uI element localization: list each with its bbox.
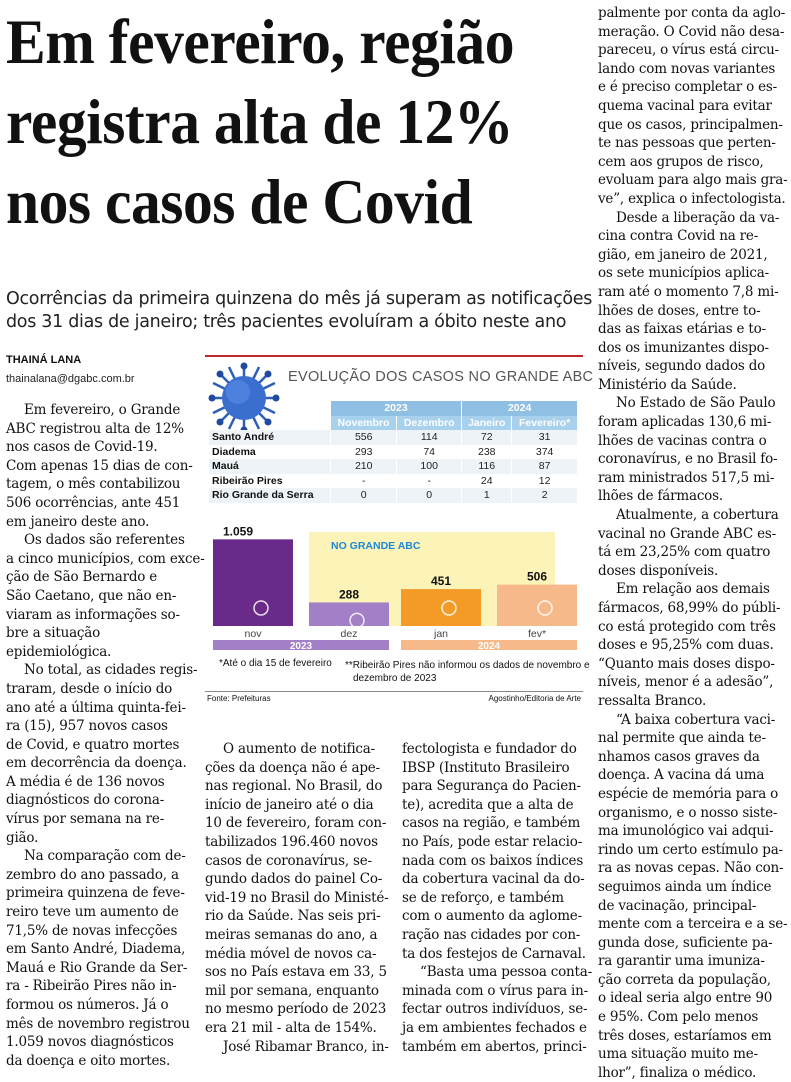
text-line: era 21 mil - alta de 154%.	[205, 1019, 377, 1036]
text-line: uma situação muito me-	[598, 1046, 758, 1063]
case-count: 210	[331, 459, 397, 474]
text-line: tabilizados 196.460 novos	[205, 833, 378, 850]
text-line: 10 de fevereiro, foram con-	[205, 815, 387, 832]
month-header: Novembro	[331, 416, 397, 431]
paragraph	[598, 4, 790, 209]
text-line: No Estado de São Paulo	[616, 395, 776, 412]
text-line: co está protegido com três	[598, 618, 776, 635]
text-line: “A baixa cobertura vaci-	[616, 711, 776, 728]
text-line: nas regional. No Brasil, do	[205, 778, 383, 795]
art-credit: Agostinho/Editoria de Arte	[488, 694, 581, 703]
paragraph	[205, 740, 395, 1038]
text-line: palmente por conta da aglo-	[598, 5, 786, 21]
text-line: 506 ocorrências, ante 451	[6, 494, 181, 511]
case-count: 74	[397, 445, 462, 460]
text-line: diagnósticos do corona-	[6, 792, 165, 809]
text-line: gundo dados do painel Co-	[205, 871, 383, 888]
text-line: ja em ambientes fechados e	[402, 1019, 587, 1036]
text-line: cina contra Covid na re-	[598, 228, 759, 245]
text-line: e 95%. Com pelo menos	[598, 1009, 759, 1026]
case-count: 72	[462, 430, 512, 445]
text-line: lhões de doses, entre to-	[598, 302, 761, 319]
text-line: meração. O Covid não desa-	[598, 23, 785, 40]
text-line: no mesmo período de 2023	[205, 1001, 387, 1018]
case-count: 12	[512, 474, 577, 489]
chart-title: NO GRANDE ABC	[331, 540, 421, 552]
subheadline-line: dos 31 dias de janeiro; três pacientes evoluíram a óbito neste ano	[6, 312, 567, 332]
case-count: 1	[462, 488, 512, 503]
table-row	[209, 488, 577, 503]
table-row	[209, 474, 577, 489]
table-row	[209, 459, 577, 474]
text-line: José Ribamar Branco, in-	[223, 1038, 389, 1055]
paragraph	[6, 401, 196, 531]
text-line: doses disponíveis.	[598, 562, 719, 579]
bar-value-label: 288	[339, 587, 360, 602]
paragraph	[402, 963, 592, 1056]
text-line: seguimos ainda um índice	[598, 878, 772, 895]
text-line: 71,5% de novas infecções	[6, 922, 178, 939]
text-line: no País, pode estar relacio-	[402, 833, 583, 850]
text-line: média móvel de novos ca-	[205, 945, 377, 962]
headline-line: nos casos de Covid	[6, 166, 473, 237]
table-row	[209, 430, 577, 445]
case-count: 87	[512, 459, 577, 474]
text-line: tá em 23,25% com quatro	[598, 544, 771, 561]
text-line: reiro teve um aumento de	[6, 904, 179, 921]
text-line: três doses, estaríamos em	[598, 1027, 772, 1044]
text-line: traram, desde o início do	[6, 680, 173, 697]
paragraph	[598, 506, 790, 580]
paragraph	[598, 580, 790, 710]
text-line: dos os imunizantes dispo-	[598, 339, 769, 356]
headline-line: Em fevereiro, região	[6, 6, 515, 77]
text-line: primeira quinzena de feve-	[6, 885, 185, 902]
text-line: lhões de vacinas contra o	[598, 432, 767, 449]
text-line: “Basta uma pessoa conta-	[420, 964, 592, 981]
text-line: se de reforço, e também	[402, 889, 564, 906]
case-count: 2	[512, 488, 577, 503]
text-line: Ministério da Saúde.	[598, 376, 737, 393]
table-row	[209, 445, 577, 460]
infographic	[205, 355, 594, 707]
body-column-3	[402, 740, 592, 1056]
text-line: doença. A vacina dá uma	[598, 767, 765, 784]
body-column-4	[598, 4, 790, 1082]
text-line: gião, em janeiro de 2021,	[598, 246, 768, 263]
footnote: **Ribeirão Pires não informou os dados de novembro e	[345, 660, 590, 671]
city-name: Mauá	[209, 459, 331, 474]
month-header: Dezembro	[397, 416, 462, 431]
text-line: ta dos festejos de Carnaval.	[402, 945, 586, 962]
text-line: da doença e oito mortes.	[6, 1052, 171, 1069]
text-line: Mauá e Rio Grande da Ser-	[6, 959, 188, 976]
text-line: ABC registrou alta de 12%	[6, 420, 184, 437]
category-label: nov	[244, 628, 262, 640]
text-line: em Santo André, Diadema,	[6, 941, 186, 958]
bar-nov	[213, 539, 293, 626]
subheadline	[6, 288, 593, 334]
text-line: gião.	[6, 829, 39, 846]
text-line: para Segurança do Pacien-	[402, 778, 581, 795]
text-line: mil por semana, enquanto	[205, 982, 379, 999]
text-line: em decorrência da doença.	[6, 755, 187, 772]
cases-table	[209, 401, 577, 503]
city-name: Rio Grande da Serra	[209, 488, 331, 503]
text-line: IBSP (Instituto Brasileiro	[402, 759, 570, 776]
month-header: Fevereiro*	[512, 416, 577, 431]
bar-value-label: 1.059	[223, 524, 254, 539]
case-count: 116	[462, 459, 512, 474]
text-line: cem aos grupos de risco,	[598, 153, 764, 170]
text-line: ra (15), 957 novos casos	[6, 718, 168, 735]
text-line: fectologista e fundador do	[402, 741, 577, 757]
text-line: tagem, o mês contabilizou	[6, 476, 181, 493]
text-line: ano até a última quinta-fei-	[6, 699, 186, 716]
text-line: meiras semanas do ano, a	[205, 926, 378, 943]
text-line: te), acredita que a alta de	[402, 796, 574, 813]
text-line: coronavírus, e no Brasil fo-	[598, 451, 778, 468]
text-line: espécie de memória para o	[598, 785, 779, 802]
text-line: fectar outros indivíduos, se-	[402, 1001, 588, 1018]
case-count: 24	[462, 474, 512, 489]
case-count: -	[397, 474, 462, 489]
text-line: ram até o momento 7,8 mi-	[598, 283, 779, 300]
city-name: Santo André	[209, 430, 331, 445]
year-band-label: 2024	[477, 641, 501, 652]
case-count: 0	[331, 488, 397, 503]
paragraph	[6, 847, 196, 1070]
author-email[interactable]: thainalana@dgabc.com.br	[6, 373, 135, 385]
text-line: Atualmente, a cobertura	[616, 507, 779, 524]
source-credit: Fonte: Prefeituras	[207, 694, 271, 703]
text-line: rio da Saúde. Nas seis pri-	[205, 908, 381, 925]
case-count: 374	[512, 445, 577, 460]
year-header: 2023	[331, 401, 462, 416]
text-line: ra as novas cepas. Não con-	[598, 860, 784, 877]
case-count: 556	[331, 430, 397, 445]
case-count: 238	[462, 445, 512, 460]
text-line: das as faixas etárias e to-	[598, 321, 766, 338]
text-line: minada com o vírus para in-	[402, 982, 589, 999]
text-line: Em fevereiro, o Grande	[24, 402, 181, 418]
text-line: início de janeiro até o dia	[205, 796, 374, 813]
text-line: vacinal no Grande ABC es-	[598, 525, 776, 542]
text-line: níveis, segundo dados do	[598, 358, 766, 375]
case-count: 100	[397, 459, 462, 474]
footnote: dezembro de 2023	[353, 673, 437, 684]
text-line: ra - Ribeirão Pires não in-	[6, 978, 177, 995]
text-line: ressalta Branco.	[598, 692, 707, 709]
paragraph	[6, 661, 196, 847]
category-label: jan	[433, 628, 449, 640]
text-line: sos no País estava em 33, 5	[205, 964, 387, 981]
text-line: pareceu, o vírus está circu-	[598, 42, 779, 59]
text-line: ção de São Bernardo e	[6, 569, 158, 586]
text-line: casos de coronavírus, se-	[205, 852, 372, 869]
text-line: Os dados são referentes	[24, 532, 185, 549]
text-line: lhor”, finaliza o médico.	[598, 1064, 757, 1081]
year-band-label: 2023	[289, 641, 313, 652]
text-line: níveis, menor é a adesão”,	[598, 674, 774, 691]
month-header: Janeiro	[462, 416, 512, 431]
text-line: os sete municípios aplica-	[598, 265, 769, 282]
text-line: nada com os baixos índices	[402, 852, 584, 869]
text-line: casos na região, e também	[402, 815, 581, 832]
case-count: 0	[397, 488, 462, 503]
category-label: dez	[340, 628, 358, 640]
bar-dez	[309, 602, 389, 626]
paragraph	[205, 1038, 395, 1057]
text-line: ma imunológico vai adqui-	[598, 823, 774, 840]
infographic-title: EVOLUÇÃO DOS CASOS NO GRANDE ABC	[288, 369, 594, 385]
footnote: *Até o dia 15 de fevereiro	[219, 658, 332, 669]
text-line: rindo um certo estímulo pa-	[598, 841, 783, 858]
text-line: Na comparação com de-	[24, 848, 186, 865]
bar-jan	[401, 589, 481, 626]
case-count: 293	[331, 445, 397, 460]
text-line: em janeiro deste ano.	[6, 513, 150, 530]
paragraph	[6, 531, 205, 661]
category-label: fev*	[527, 628, 547, 640]
text-line: ra garantir uma imuniza-	[598, 953, 765, 970]
case-count: -	[331, 474, 397, 489]
text-line: A média é de 136 novos	[6, 773, 165, 790]
headline	[6, 2, 551, 242]
headline-line: registra alta de 12%	[6, 86, 513, 157]
text-line: O aumento de notifica-	[223, 741, 376, 757]
text-line: bre a situação	[6, 625, 101, 642]
bar-fev	[497, 585, 577, 626]
text-line: ração nas cidades por con-	[402, 926, 581, 943]
text-line: que os casos, principalmen-	[598, 116, 783, 133]
bar-value-label: 451	[431, 574, 452, 589]
text-line: nal permite que ainda te-	[598, 730, 766, 747]
text-line: ram ministrados 517,5 mi-	[598, 469, 775, 486]
case-count: 31	[512, 430, 577, 445]
text-line: No total, as cidades regis-	[24, 662, 198, 679]
text-line: doses e 95,25% com duas.	[598, 637, 774, 654]
text-line: Em relação aos demais	[616, 581, 770, 598]
text-line: ção correta da população,	[598, 971, 771, 988]
text-line: nos casos de Covid-19.	[6, 439, 158, 456]
city-name: Diadema	[209, 445, 331, 460]
text-line: de vacinação, principal-	[598, 897, 757, 914]
text-line: ve”, explica o infectologista.	[598, 190, 786, 207]
text-line: nhamos casos graves da	[598, 748, 760, 765]
text-line: epidemiológica.	[6, 643, 112, 660]
paragraph	[402, 740, 592, 963]
text-line: foram aplicadas 130,6 mi-	[598, 414, 772, 431]
text-line: te nas pessoas que perten-	[598, 135, 776, 152]
text-line: Com apenas 15 dias de con-	[6, 457, 193, 474]
body-column-1	[6, 401, 205, 1070]
text-line: vid-19 no Brasil do Ministé-	[205, 889, 389, 906]
body-column-2	[205, 740, 395, 1056]
text-line: e é preciso completar o es-	[598, 79, 778, 96]
text-line: mente com a terceira e a se-	[598, 916, 788, 933]
text-line: Desde a liberação da va-	[616, 209, 780, 226]
text-line: evoluam para algo mais gra-	[598, 172, 788, 189]
text-line: da cobertura vacinal da do-	[402, 871, 585, 888]
footer-rule	[205, 691, 583, 692]
paragraph	[598, 711, 790, 1082]
author-name: THAINÁ LANA	[6, 354, 82, 366]
city-name: Ribeirão Pires	[209, 474, 331, 489]
subheadline-line: Ocorrências da primeira quinzena do mês já superam as notificações	[6, 289, 593, 309]
text-line: zembro do ano passado, a	[6, 866, 179, 883]
paragraph	[598, 394, 790, 506]
text-line: vírus por semana na re-	[6, 811, 165, 828]
text-line: o ideal seria algo entre 90	[598, 990, 773, 1007]
text-line: São Caetano, que não en-	[6, 587, 177, 604]
bar-value-label: 506	[527, 569, 548, 584]
text-line: também em abertos, princi-	[402, 1038, 587, 1055]
text-line: de Covid, e quatro mortes	[6, 736, 180, 753]
text-line: organismo, e o nosso siste-	[598, 804, 778, 821]
text-line: quema vacinal para evitar	[598, 97, 772, 114]
text-line: 1.059 novos diagnósticos	[6, 1034, 174, 1051]
text-line: fármacos, 68,99% do públi-	[598, 600, 781, 616]
case-count: 114	[397, 430, 462, 445]
text-line: gunda dose, suficiente pa-	[598, 934, 773, 951]
text-line: lando com novas variantes	[598, 60, 776, 77]
infographic-top-rule	[205, 355, 583, 357]
year-header: 2024	[462, 401, 577, 416]
text-line: a cinco municípios, com exce-	[6, 550, 205, 567]
text-line: formou os números. Já o	[6, 997, 169, 1013]
paragraph	[598, 209, 790, 395]
text-line: mês de novembro registrou	[6, 1015, 190, 1032]
text-line: viaram as informações so-	[6, 606, 180, 623]
text-line: com o aumento da aglome-	[402, 908, 582, 925]
text-line: lhões de fármacos.	[598, 488, 723, 505]
text-line: ções da doença não é ape-	[205, 759, 380, 776]
text-line: “Quanto mais doses dispo-	[598, 655, 775, 672]
